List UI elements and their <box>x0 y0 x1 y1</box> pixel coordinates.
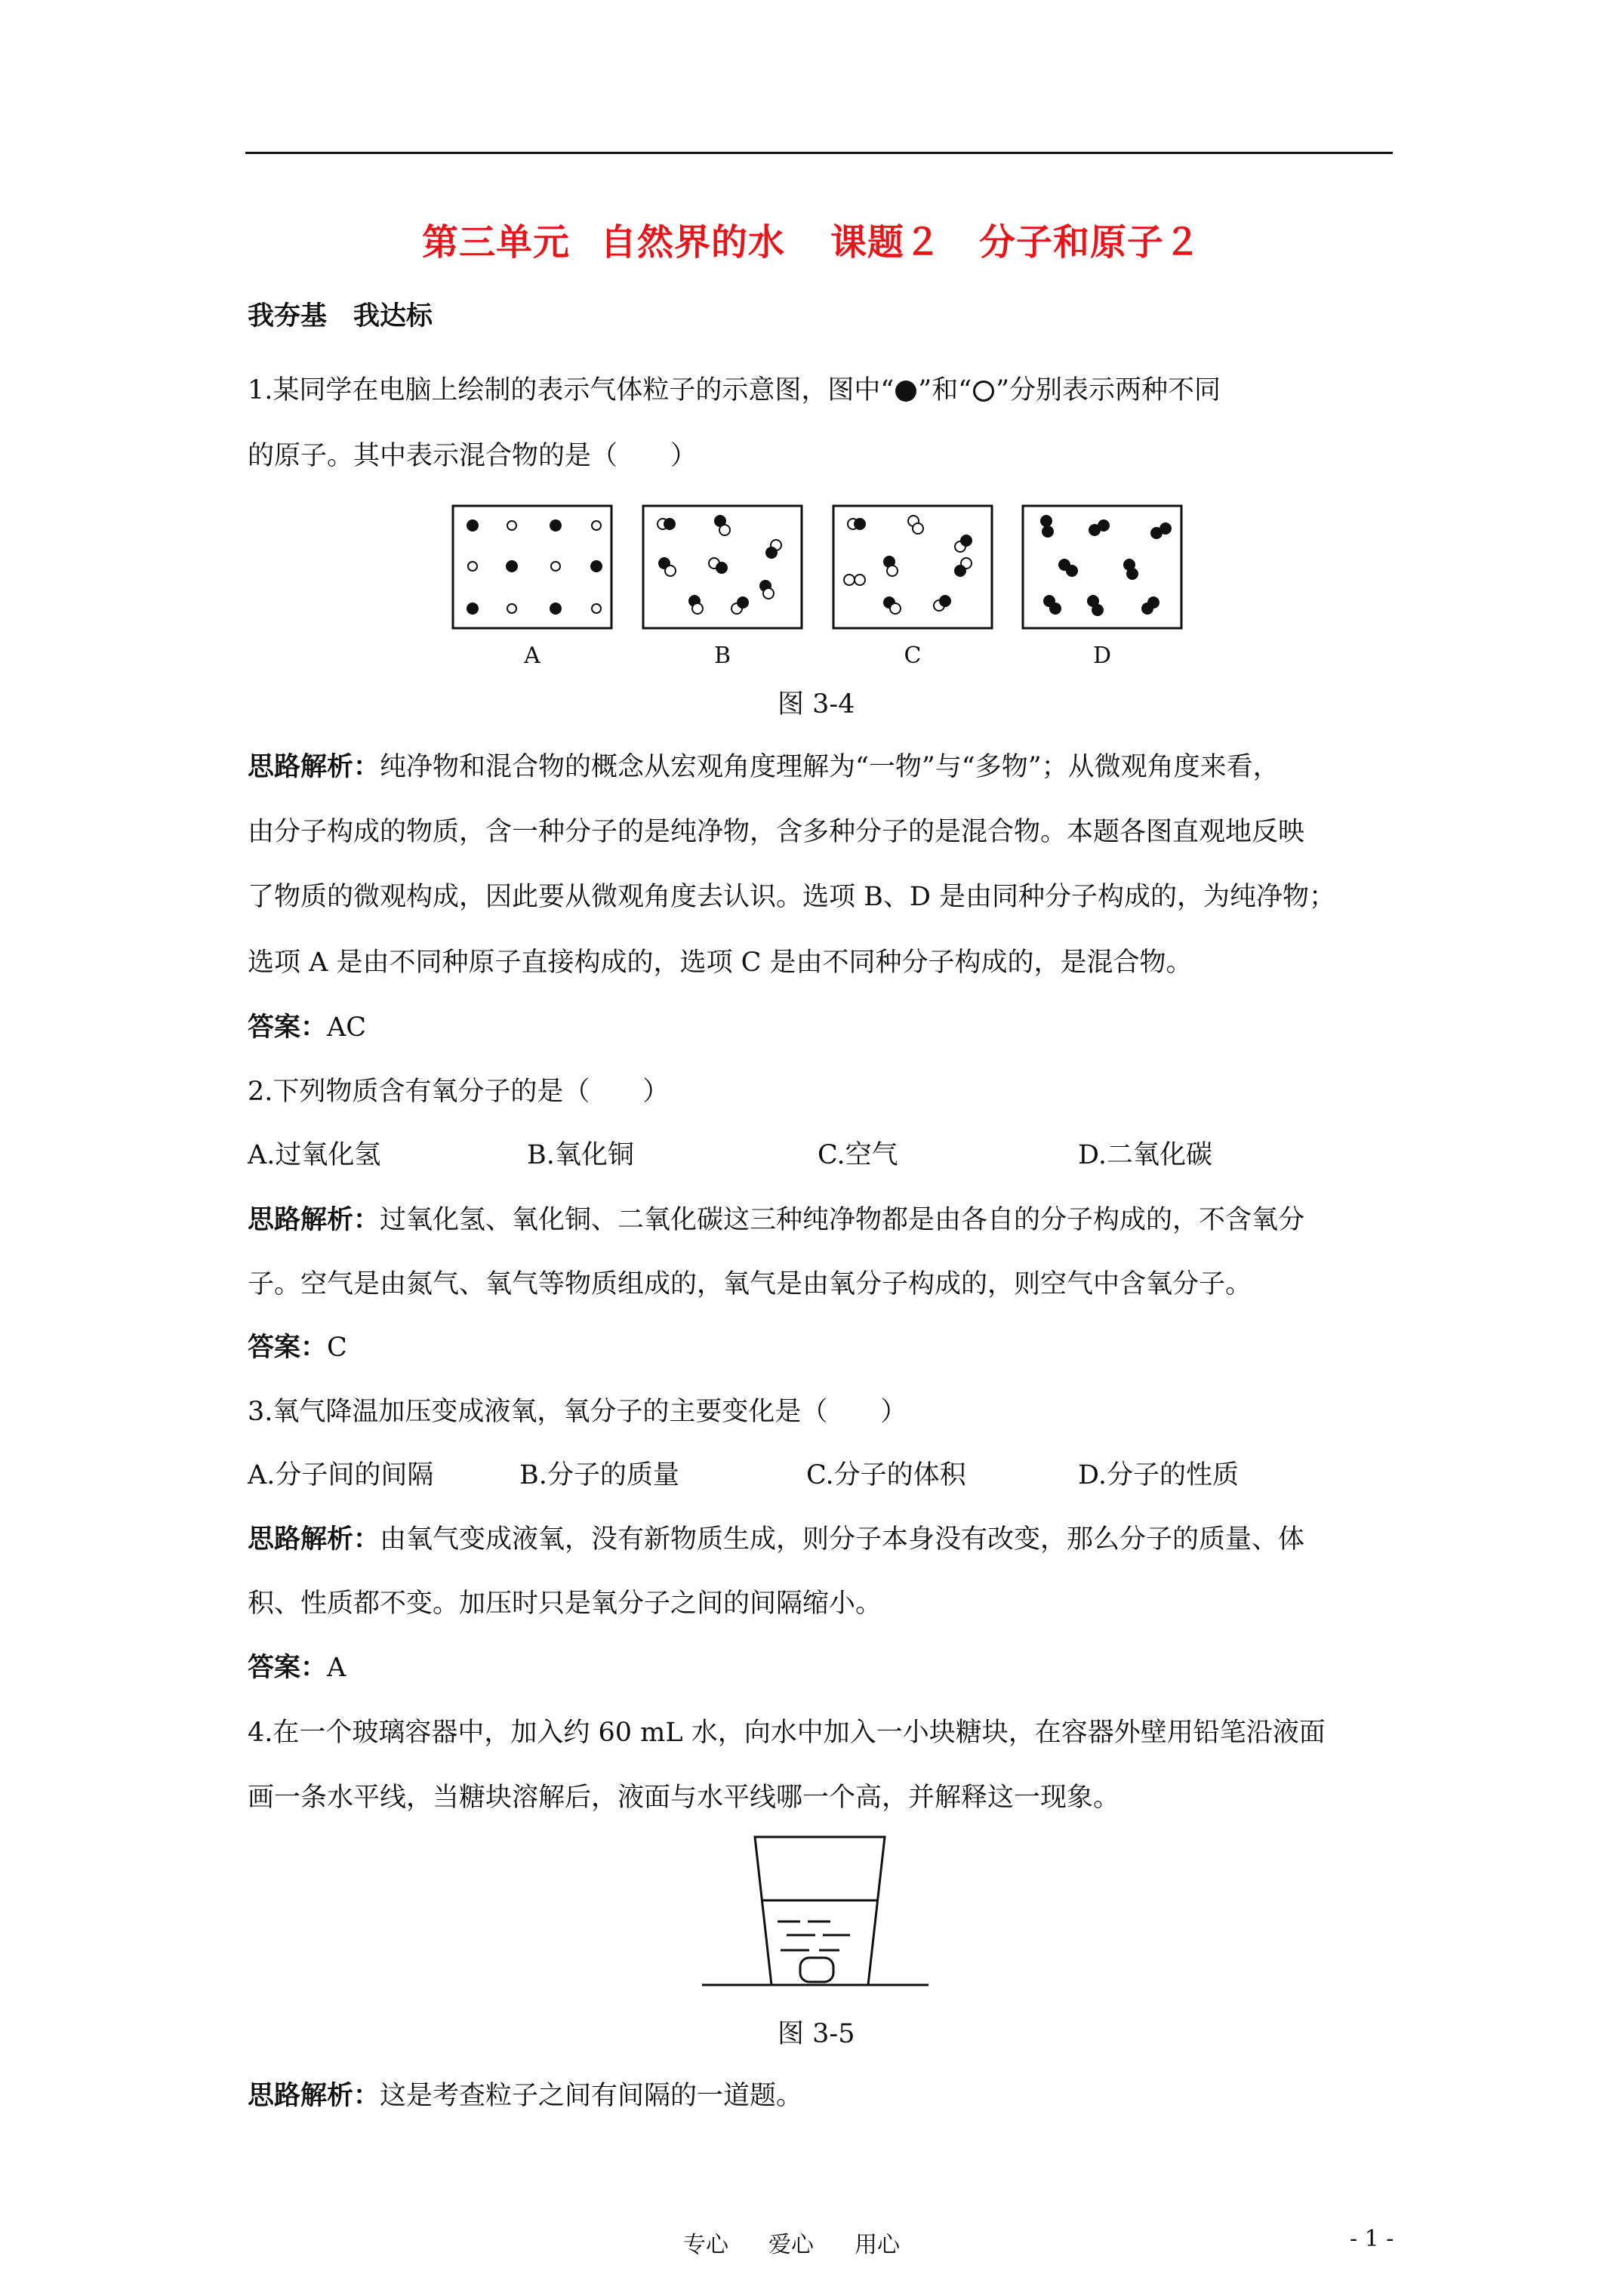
q2-option-c: C.空气 <box>818 1140 898 1170</box>
footer-motto-1: 专心 <box>683 2232 728 2258</box>
q2-option-d: D.二氧化碳 <box>1078 1140 1212 1170</box>
figure-3-4-caption: 图 3-4 <box>778 689 855 720</box>
q3-analysis-line1: 思路解析：由氧气变成液氧，没有新物质生成，则分子本身没有改变，那么分子的质量、体 <box>248 1524 1305 1555</box>
open-atom-icon <box>973 381 994 402</box>
box-label-a: A <box>524 643 540 669</box>
page-title: 第三单元 自然界的水 课题２ 分子和原子２ <box>421 221 1202 264</box>
q3-option-c: C.分子的体积 <box>806 1460 966 1490</box>
figure-3-5-caption: 图 3-5 <box>778 2019 855 2049</box>
q1-analysis-line2: 由分子构成的物质，含一种分子的是纯净物，含多种分子的是混合物。本题各图直观地反映 <box>248 817 1305 847</box>
beaker-outline <box>755 1837 885 1985</box>
q3-answer: 答案：A <box>248 1653 346 1683</box>
section-heading: 我夯基 我达标 <box>248 301 433 331</box>
q1-analysis-line3: 了物质的微观构成，因此要从微观角度去认识。选项 B、D 是由同种分子构成的，为纯净物； <box>248 882 1336 912</box>
q4-text-line1: 4.在一个玻璃容器中，加入约 60 mL 水，向水中加入一小块糖块，在容器外壁用铅笔沿液面 <box>248 1718 1326 1748</box>
q2-option-b: B.氧化铜 <box>527 1140 634 1170</box>
q2-analysis-line1: 思路解析：过氧化氢、氧化铜、二氧化碳这三种纯净物都是由各自的分子构成的，不含氧分 <box>248 1205 1305 1235</box>
q2-question: 2.下列物质含有氧分子的是（ ） <box>248 1077 670 1107</box>
box-label-b: B <box>713 643 731 669</box>
box-a-atoms <box>467 520 602 614</box>
q3-question: 3.氧气降温加压变成液氧，氧分子的主要变化是（ ） <box>248 1397 907 1427</box>
sugar-cube <box>800 1958 833 1982</box>
figure-3-4 <box>445 498 1185 680</box>
box-label-c: C <box>904 643 922 669</box>
q3-option-b: B.分子的质量 <box>519 1460 679 1490</box>
q1-text-line1: 1.某同学在电脑上绘制的表示气体粒子的示意图，图中“ ”和“ ”分别表示两种不同 <box>248 375 1221 405</box>
box-d-molecules <box>1041 516 1171 615</box>
q3-option-a: A.分子间的间隔 <box>248 1460 434 1490</box>
figure-3-5-beaker <box>702 1831 936 1993</box>
q3-analysis-line2: 积、性质都不变。加压时只是氧分子之间的间隔缩小。 <box>248 1589 882 1619</box>
header-rule <box>245 152 1393 154</box>
footer-motto-3: 用心 <box>855 2232 900 2258</box>
q4-analysis: 思路解析：这是考查粒子之间有间隔的一道题。 <box>248 2081 803 2111</box>
filled-atom-icon <box>895 381 916 402</box>
box-label-d: D <box>1092 643 1112 669</box>
q3-option-d: D.分子的性质 <box>1078 1460 1239 1490</box>
q3-options <box>248 1456 1395 1494</box>
box-c-molecules <box>844 516 972 614</box>
q4-text-line2: 画一条水平线，当糖块溶解后，液面与水平线哪一个高，并解释这一现象。 <box>248 1783 1120 1813</box>
q1-analysis-line4: 选项 A 是由不同种原子直接构成的，选项 C 是由不同种分子构成的，是混合物。 <box>248 948 1193 978</box>
q2-option-a: A.过氧化氢 <box>248 1140 381 1170</box>
q2-analysis-line2: 子。空气是由氮气、氧气等物质组成的，氧气是由氧分子构成的，则空气中含氧分子。 <box>248 1269 1252 1299</box>
page-number: - 1 - <box>1350 2226 1394 2252</box>
q2-options <box>248 1136 1395 1174</box>
q1-answer: 答案：AC <box>248 1012 367 1043</box>
q1-text-line2: 的原子。其中表示混合物的是（ ） <box>248 441 698 471</box>
q2-answer: 答案：C <box>248 1333 347 1363</box>
box-b-molecules <box>658 516 781 614</box>
q1-analysis-line1: 思路解析：纯净物和混合物的概念从宏观角度理解为“一物”与“多物”；从微观角度来看， <box>248 752 1280 782</box>
footer-motto-2: 爱心 <box>768 2232 814 2258</box>
